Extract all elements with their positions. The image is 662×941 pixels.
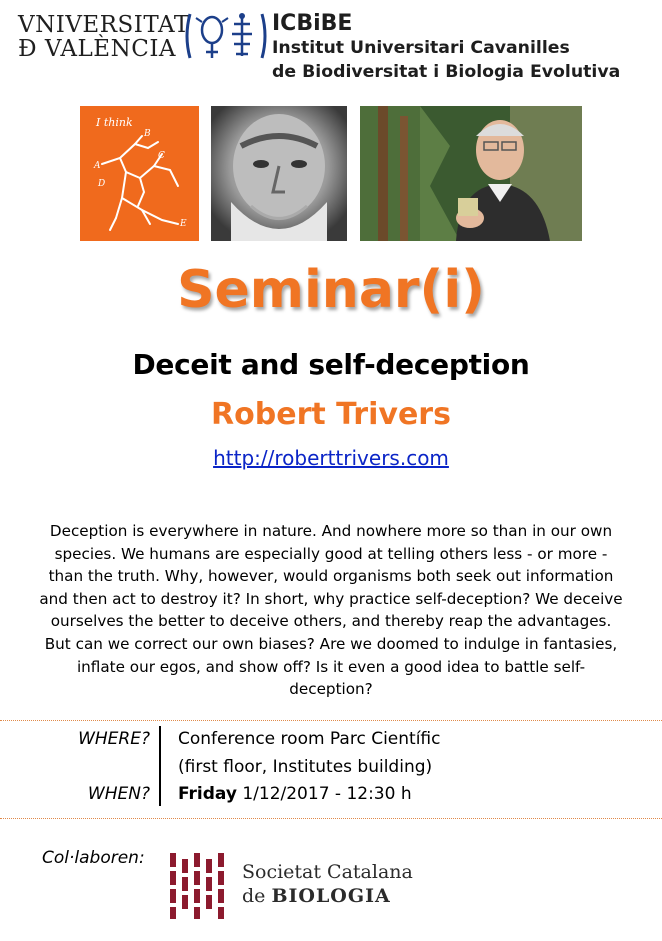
institute-name-line1: Institut Universitari Cavanilles: [272, 38, 570, 58]
event-date-time: [178, 784, 412, 804]
university-name-line2: Ð VALÈNCIA: [18, 36, 177, 62]
robert-trivers-photo: [360, 106, 582, 241]
darwin-tree-sketch-image: [80, 106, 199, 241]
seminar-title: Seminar(i): [177, 260, 485, 320]
svg-text:A: A: [94, 161, 101, 171]
divider-bottom: [0, 818, 662, 819]
icbibe-emblem-icon: [184, 8, 268, 64]
svg-text:D: D: [98, 179, 106, 189]
when-label: WHEN?: [87, 784, 150, 804]
collaborators-label: Col·laboren:: [42, 848, 145, 868]
svg-text:B: B: [144, 129, 151, 139]
universitat-valencia-logo: [18, 12, 188, 64]
speaker-name: Robert Trivers: [211, 397, 451, 432]
society-name-bold: BIOLOGIA: [271, 885, 391, 907]
svg-text:E: E: [180, 219, 187, 229]
svg-text:C: C: [158, 151, 165, 161]
talk-title: Deceit and self-deception: [132, 348, 530, 381]
institute-heading: [272, 12, 620, 84]
institute-name-line2: de Biodiversitat i Biologia Evolutiva: [272, 62, 621, 82]
details-divider: [159, 726, 161, 806]
society-name: [242, 860, 413, 908]
tree-sketch-caption: I think: [96, 116, 133, 129]
divider-top: [0, 720, 662, 721]
darwin-portrait-image: [211, 106, 347, 241]
institute-acronym: ICBiBE: [272, 11, 353, 36]
societat-catalana-biologia-logo-icon: [168, 853, 228, 919]
university-name-line1: VNIVERSITAT: [18, 12, 190, 38]
event-datetime: 1/12/2017 - 12:30 h: [236, 784, 412, 804]
society-name-line2: [242, 884, 413, 908]
society-name-prefix: de: [242, 885, 272, 907]
society-name-line1: Societat Catalana: [242, 861, 413, 883]
speaker-website-link[interactable]: http://roberttrivers.com: [213, 446, 449, 470]
event-day: Friday: [178, 784, 237, 804]
talk-abstract: Deception is everywhere in nature. And nowhere more so than in our own species. We humans are especially good at telling others less - or more - than the truth. Why, however, would organisms both seek out information and then act to destroy it? In short, why practice self-deception? We deceive ourselves the better to deceive others, and thereby reap the advantages. But can we correct our own biases? Are we doomed to indulge in fantasies, inflate our egos, and show off? Is it even a good idea to battle self-deception?: [39, 522, 623, 699]
where-label: WHERE?: [78, 729, 150, 749]
venue-location: (first floor, Institutes building): [178, 757, 433, 777]
venue-name: Conference room Parc Científic: [178, 729, 441, 749]
